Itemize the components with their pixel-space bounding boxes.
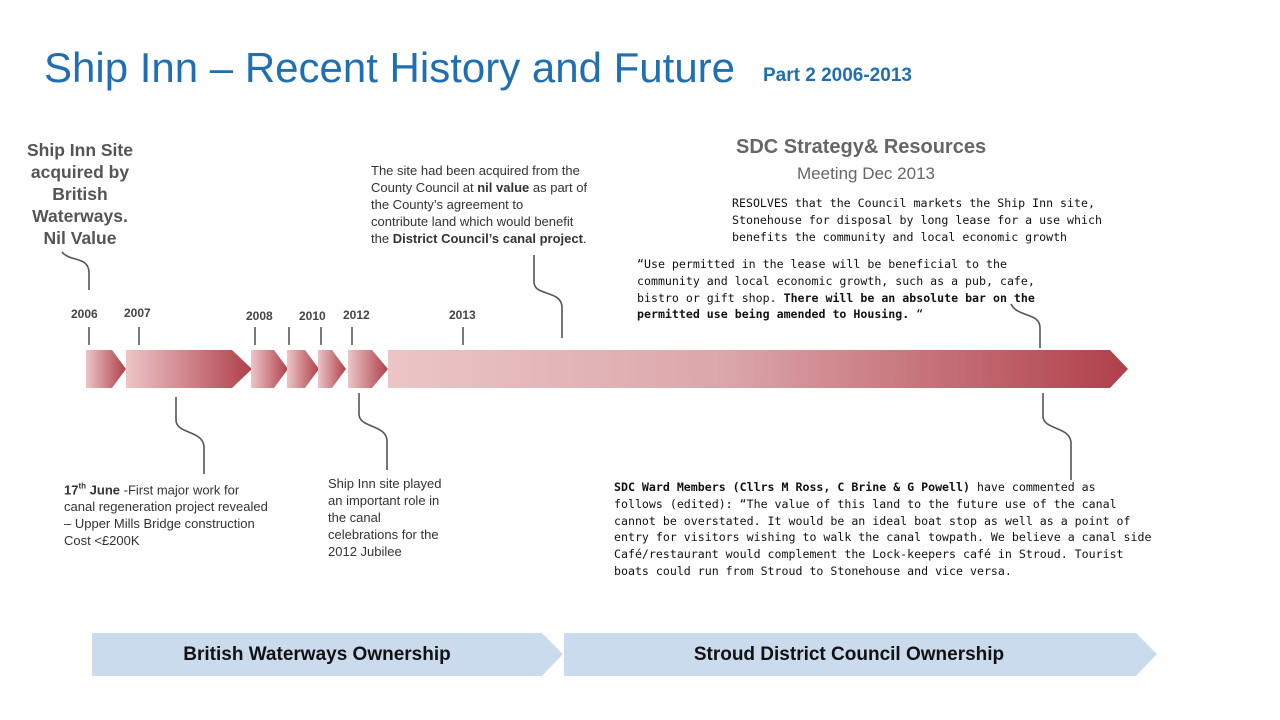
year-ticks — [89, 327, 463, 345]
june2007-day-suffix: th — [78, 482, 87, 491]
quote-line-2: community and local economic growth, such as a pub, cafe, — [637, 273, 1035, 288]
connector-ward-members — [1043, 393, 1071, 480]
ownership-label-stroud: Stroud District Council Ownership — [693, 644, 1005, 665]
acquisition-line-2 — [371, 179, 631, 196]
acquisition-line-5-post: . — [582, 231, 587, 246]
resolves-line-2: Stonehouse for disposal by long lease for a use which — [732, 212, 1102, 227]
site-acquired-line-3: British — [52, 184, 108, 204]
year-label-2008: 2008 — [246, 309, 273, 323]
page-subtitle: Part 2 2006-2013 — [763, 65, 912, 86]
connector-june2007 — [176, 397, 204, 474]
connector-acquisition-note — [534, 255, 562, 338]
jubilee-line-2: an important role in — [328, 493, 440, 508]
timeline-arrow-2013 — [388, 350, 1128, 388]
timeline-arrow-2012 — [348, 350, 388, 388]
year-label-2010: 2010 — [299, 309, 326, 323]
site-acquired-line-4: Waterways. — [32, 206, 128, 226]
site-acquired-line-1: Ship Inn Site — [27, 140, 133, 160]
year-label-2007: 2007 — [124, 306, 151, 320]
acquisition-line-3: the County’s agreement to — [371, 197, 524, 212]
resolves-line-3: benefits the community and local economic growth — [732, 229, 1068, 244]
june2007-line-3: – Upper Mills Bridge construction — [64, 516, 255, 532]
june2007-note — [64, 478, 314, 549]
acquisition-line-2-post: as part of — [529, 180, 588, 195]
june2007-month: June — [86, 482, 120, 498]
jubilee-line-5: 2012 Jubilee — [328, 544, 402, 559]
jubilee-line-1: Ship Inn site played — [328, 476, 442, 491]
quote-housing: permitted use being amended to Housing. — [637, 307, 910, 322]
page-title: Ship Inn – Recent History and Future — [44, 44, 736, 91]
timeline-arrow-2008 — [251, 350, 288, 388]
acquisition-nil-value: nil value — [477, 180, 530, 195]
ward-members-note — [614, 479, 1151, 580]
connector-jubilee — [359, 393, 387, 470]
ward-line-1 — [614, 479, 1151, 496]
jubilee-note — [328, 475, 478, 560]
quote-line-4-post: “ — [909, 307, 924, 322]
connector-site-acquired — [62, 252, 89, 290]
site-acquired-line-5: Nil Value — [43, 228, 117, 248]
acquisition-canal-project: District Council’s canal project — [392, 231, 583, 246]
year-label-2013: 2013 — [449, 308, 476, 322]
acquisition-line-2-pre: County Council at — [371, 180, 478, 195]
sdc-meeting-date: Meeting Dec 2013 — [797, 164, 935, 183]
sdc-quote — [637, 256, 1035, 323]
ward-line-2: follows (edited): “The value of this land to the future use of the canal — [614, 496, 1117, 511]
jubilee-line-4: celebrations for the — [328, 527, 439, 542]
ward-line-6: boats could run from Stroud to Stonehouse and vice versa. — [614, 563, 1012, 578]
quote-line-3-pre: bistro or gift shop. — [637, 290, 784, 305]
timeline-arrow-2010b — [318, 350, 346, 388]
june2007-line-1 — [64, 478, 314, 498]
year-label-2006: 2006 — [71, 307, 98, 321]
timeline-arrow-2006 — [86, 350, 126, 388]
ownership-label-british: British Waterways Ownership — [183, 644, 451, 665]
ward-line-4: entry for visitors wishing to walk the canal towpath. We believe a canal side — [614, 530, 1152, 545]
sdc-heading: SDC Strategy& Resources — [736, 136, 987, 158]
june2007-line-4: Cost <£200K — [64, 533, 140, 549]
timeline-arrow-2010a — [287, 350, 319, 388]
timeline-arrow-2007 — [126, 350, 252, 388]
june2007-line-2: canal regeneration project revealed — [64, 499, 268, 515]
acquisition-line-1: The site had been acquired from the — [371, 163, 580, 178]
acquisition-note — [371, 162, 631, 247]
acquisition-line-5 — [371, 230, 631, 247]
resolves-line-1: RESOLVES that the Council markets the Ship Inn site, — [732, 196, 1095, 210]
ward-line-1-post: have commented as — [969, 480, 1096, 494]
site-acquired-line-2: acquired by — [30, 162, 130, 182]
site-acquired-label — [10, 139, 150, 249]
sdc-resolves — [732, 195, 1102, 245]
quote-line-3 — [637, 290, 1035, 307]
quote-absolute-bar: There will be an absolute bar on the — [783, 290, 1035, 305]
ward-line-5: Café/restaurant would complement the Lock-keepers café in Stroud. Tourist — [614, 547, 1124, 562]
acquisition-line-5-pre: the — [371, 231, 393, 246]
jubilee-line-3: the canal — [328, 510, 381, 525]
june2007-day: 17 — [64, 482, 79, 498]
june2007-line-1-rest: -First major work for — [120, 482, 240, 498]
quote-line-1: “Use permitted in the lease will be beneficial to the — [637, 257, 1007, 271]
ward-members-names: SDC Ward Members (Cllrs M Ross, C Brine & G Powell) — [614, 480, 970, 494]
acquisition-line-4: contribute land which would benefit — [371, 214, 574, 229]
quote-line-4 — [637, 306, 1035, 323]
ward-line-3: cannot be overstated. It would be an ideal boat stop as well as a point of — [614, 513, 1131, 528]
year-label-2012: 2012 — [343, 308, 370, 322]
